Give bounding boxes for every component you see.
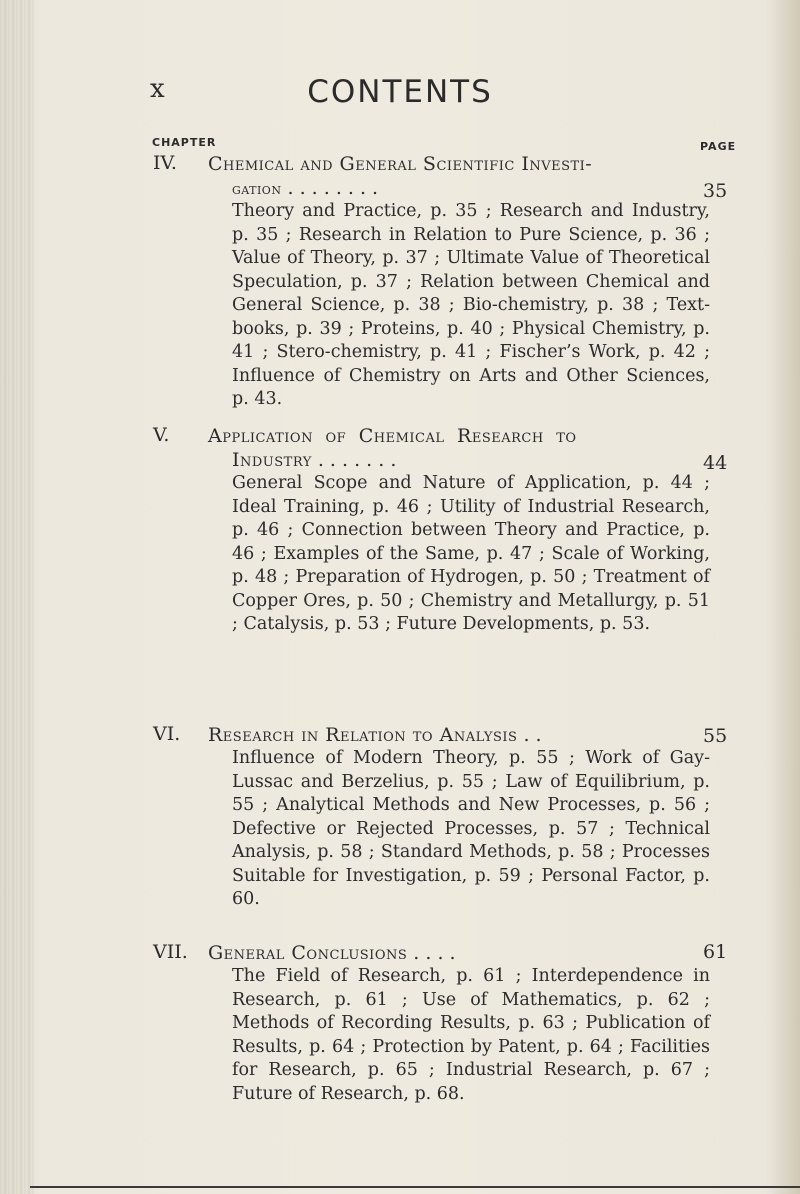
chapter-page-number: 61 [703, 941, 728, 963]
chapter-numeral: VII. [153, 941, 188, 963]
chapter-heading [208, 941, 678, 965]
chapter-title-line: Chemical and General Scientific Investi- [208, 153, 593, 175]
leader-dots: . . [517, 724, 542, 746]
chapter-summary: The Field of Research, p. 61 ; Interdependence in Research, p. 61 ; Use of Mathematics, p. 62 ; Methods of Recording Results, p. 63 ; Publication of Results, p. 64 ; Protection by Patent, p. 64 ; Facilities for Research, p. 65 ; Industrial Research, p. 67 ; Future of Research, p. 68. [232, 966, 710, 1104]
chapter-page-number: 55 [703, 725, 728, 747]
page-column-label: PAGE [700, 140, 737, 153]
chapter-heading [208, 723, 678, 747]
leader-dots: . . . . . . . . [281, 177, 379, 199]
chapter-numeral: VI. [153, 723, 181, 745]
page-outer-edge [770, 0, 800, 1194]
chapter-title-line: gation [232, 179, 282, 198]
chapter-summary: Theory and Practice, p. 35 ; Research and Industry, p. 35 ; Research in Relation to Pure Science, p. 36 ; Value of Theory, p. 37 ; Ultimate Value of Theoretical Speculation, p. 37 ; Relation between Chemical and General Science, p. 38 ; Bio-chemistry, p. 38 ; Text-books, p. 39 ; Proteins, p. 40 ; Physical Chemistry, p. 41 ; Stero-chemistry, p. 41 ; Fischer’s Work, p. 42 ; Influence of Chemistry on Arts and Other Sciences, p. 43. [232, 201, 710, 409]
page-binding-edge [0, 0, 34, 1194]
leader-dots: . . . . [407, 942, 456, 964]
page-header [0, 74, 800, 114]
page-title: CONTENTS [307, 74, 493, 110]
leader-dots: . . . . . . . [311, 449, 397, 471]
chapter-summary: General Scope and Nature of Application, p. 44 ; Ideal Training, p. 46 ; Utility of Industrial Research, p. 46 ; Connection between Theory and Practice, p. 46 ; Examples of the Same, p. 47 ; Scale of Working, p. 48 ; Preparation of Hydrogen, p. 50 ; Treatment of Copper Ores, p. 50 ; Chemistry and Metallurgy, p. 51 ; Catalysis, p. 53 ; Future Developments, p. 53. [232, 473, 710, 634]
chapter-title-line: Research in Relation to Analysis [208, 724, 518, 746]
bottom-rule [30, 1186, 800, 1188]
chapter-page-number: 44 [703, 452, 728, 474]
chapter-summary: Influence of Modern Theory, p. 55 ; Work of Gay-Lussac and Berzelius, p. 55 ; Law of Equilibrium, p. 55 ; Analytical Methods and New Processes, p. 56 ; Defective or Rejected Processes, p. 57 ; Technical Analysis, p. 58 ; Standard Methods, p. 58 ; Processes Suitable for Investigation, p. 59 ; Personal Factor, p. 60. [232, 748, 710, 909]
chapter-heading [208, 424, 678, 472]
chapter-title-continuation [208, 448, 678, 472]
chapter-heading [208, 152, 678, 201]
chapter-title-line: General Conclusions [208, 942, 408, 964]
chapter-column-label: CHAPTER [152, 136, 217, 149]
chapter-title-line: Application of Chemical Research to [208, 425, 577, 447]
chapter-numeral: IV. [153, 152, 177, 174]
page-number: x [150, 74, 166, 104]
chapter-page-number: 35 [703, 180, 728, 202]
chapter-numeral: V. [153, 424, 170, 446]
chapter-title-continuation [208, 176, 678, 201]
chapter-title-line: Industry [232, 449, 312, 471]
